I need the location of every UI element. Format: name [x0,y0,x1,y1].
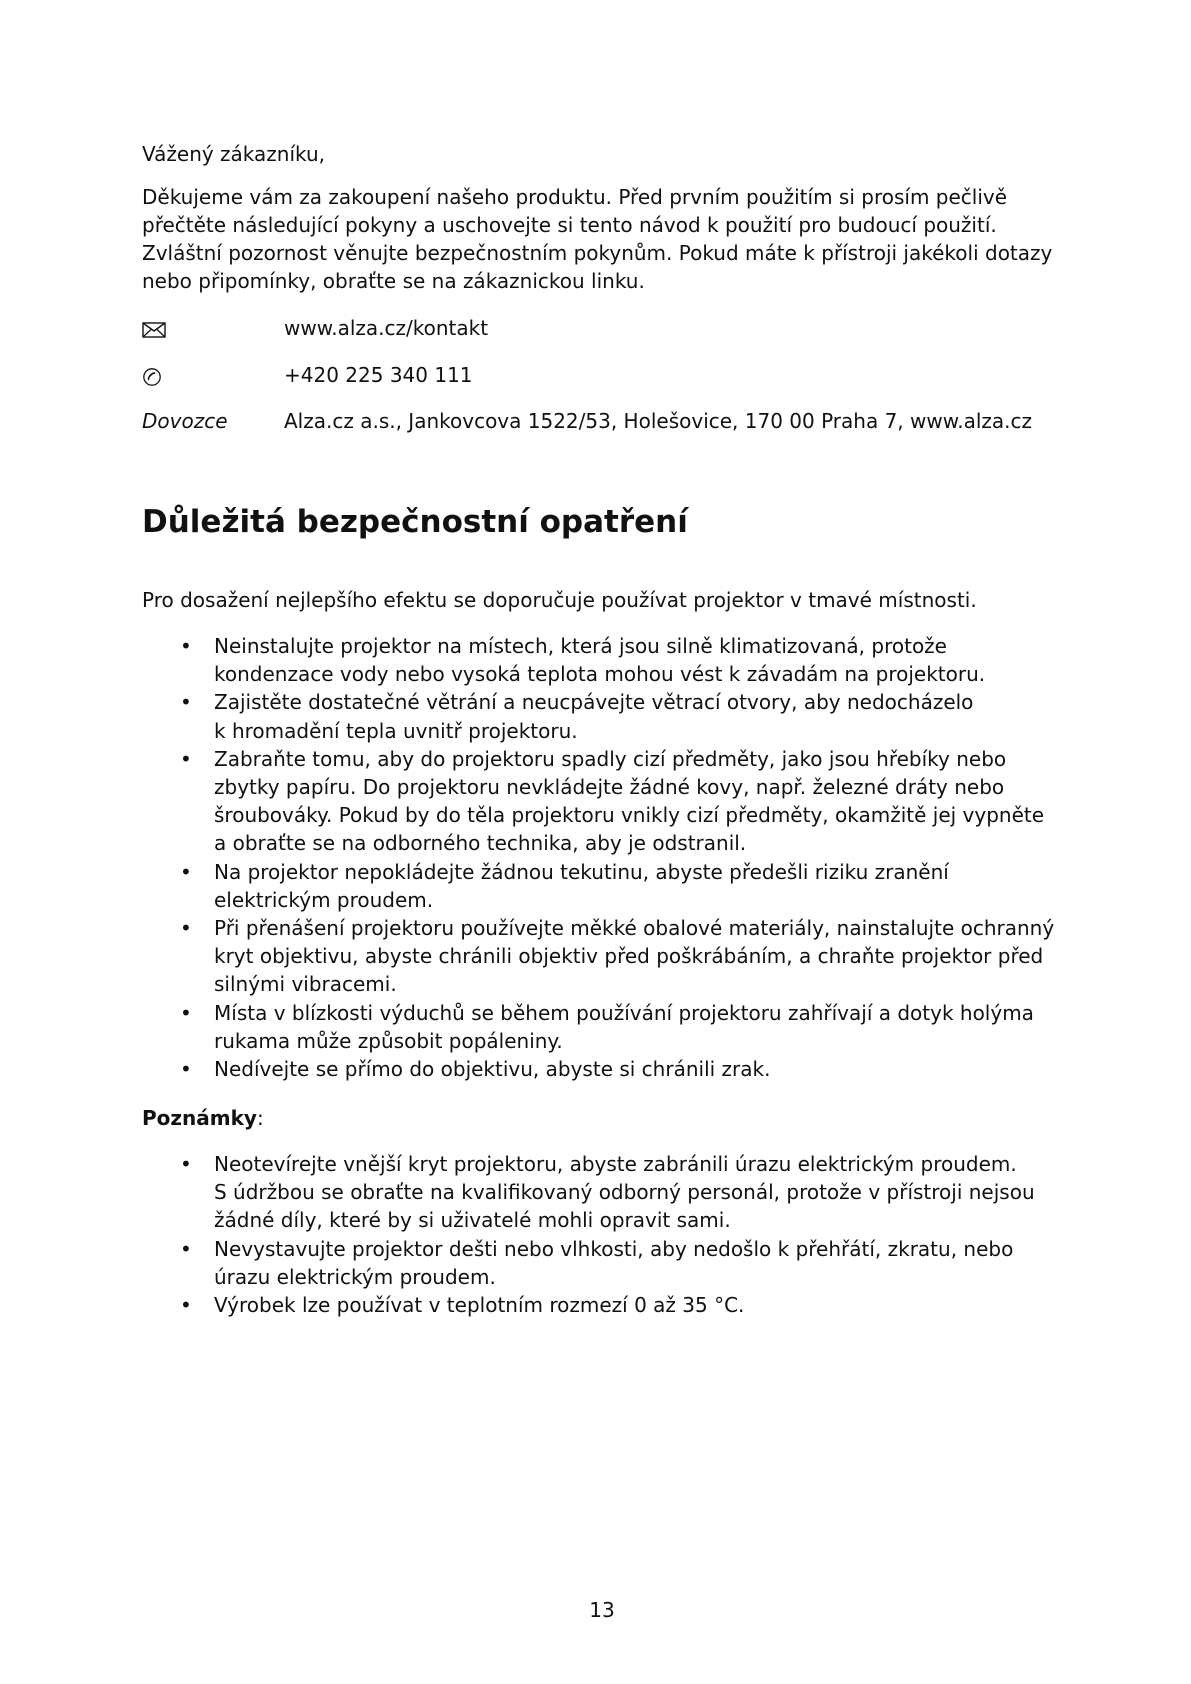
notes-title: Poznámky [142,1106,257,1130]
bullet-icon: • [180,1236,192,1261]
bullet-icon: • [180,746,192,771]
page-number: 13 [589,1598,615,1622]
list-item-line: Nedívejte se přímo do objektivu, abyste si chránili zrak. [214,1057,771,1082]
list-item-line: zbytky papíru. Do projektoru nevkládejte žádné kovy, např. železné dráty nebo [214,775,1005,800]
list-item-line: žádné díly, které by si uživatelé mohli opravit sami. [214,1208,731,1233]
importer-label: Dovozce [142,409,228,433]
bullet-icon: • [180,1293,192,1318]
list-item-line: Neotevírejte vnější kryt projektoru, abyste zabránili úrazu elektrickým proudem. [214,1152,1017,1176]
bullet-icon: • [180,1057,192,1082]
intro-line: Zvláštní pozornost věnujte bezpečnostním pokynům. Pokud máte k přístroji jakékoli dotazy [142,241,1053,265]
list-item-line: Při přenášení projektoru používejte měkké obalové materiály, nainstalujte ochranný [214,916,1055,941]
bullet-icon: • [180,916,192,941]
notes-heading [142,1104,264,1132]
list-item-line: a obraťte se na odborného technika, aby je odstranil. [214,831,747,856]
notes-list [142,1150,1072,1319]
list-item [142,999,1072,1055]
list-item-line: silnými vibracemi. [214,972,397,997]
bullet-icon: • [180,634,192,658]
list-item-line: Na projektor nepokládejte žádnou tekutinu, abyste předešli riziku zranění [214,859,949,884]
list-item [142,632,1072,688]
importer-address: Alza.cz a.s., Jankovcova 1522/53, Holešovice, 170 00 Praha 7, www.alza.cz [284,409,1033,433]
intro-line: přečtěte následující pokyny a uschovejte si tento návod k použití pro budoucí použití. [142,213,997,237]
list-item [142,1235,1072,1291]
list-item-line: kryt objektivu, abyste chránili objektiv před poškrábáním, a chraňte projektor před [214,944,1044,969]
section-heading: Důležitá bezpečnostní opatření [142,504,688,540]
manual-page [142,0,1062,1684]
importer-row [142,406,1062,436]
list-item-line: úrazu elektrickým proudem. [214,1264,496,1289]
bullet-icon: • [180,1000,192,1025]
intro-paragraph [142,183,1062,295]
list-item-line: Zabraňte tomu, aby do projektoru spadly cizí předměty, jako jsou hřebíky nebo [214,746,1007,771]
list-item-line: elektrickým proudem. [214,887,434,912]
list-item-line: k hromadění tepla uvnitř projektoru. [214,718,578,743]
list-item-line: šroubováky. Pokud by do těla projektoru vnikly cizí předměty, okamžitě jej vypněte [214,803,1045,828]
list-item-line: Místa v blízkosti výduchů se během používání projektoru zahřívají a dotyk holýma [214,1000,1034,1025]
list-item-line: Nevystavujte projektor dešti nebo vlhkosti, aby nedošlo k přehřátí, zkratu, nebo [214,1236,1014,1261]
list-item-line: Neinstalujte projektor na místech, která jsou silně klimatizovaná, protože [214,634,947,658]
list-item-line: Výrobek lze používat v teplotním rozmezí 0 až 35 °C. [214,1293,745,1318]
list-item [142,1150,1072,1235]
list-item-line: rukama může způsobit popáleniny. [214,1028,563,1053]
contact-phone-number[interactable]: +420 225 340 111 [284,363,473,387]
list-item-line: S údržbou se obraťte na kvalifikovaný odborný personál, protože v přístroji nejsou [214,1180,1035,1205]
bullet-icon: • [180,690,192,715]
intro-line: Děkujeme vám za zakoupení našeho produktu. Před prvním použitím si prosím pečlivě [142,185,1008,209]
contact-web-link[interactable]: www.alza.cz/kontakt [284,316,489,340]
notes-colon: : [256,1106,264,1130]
bullet-icon: • [180,859,192,884]
phone-icon [142,360,162,390]
list-item [142,1055,1072,1083]
lead-paragraph: Pro dosažení nejlepšího efektu se doporučuje používat projektor v tmavé místnosti. [142,588,977,612]
list-item-line: kondenzace vody nebo vysoká teplota mohou vést k závadám na projektoru. [214,662,986,687]
list-item-line: Zajistěte dostatečné větrání a neucpávejte větrací otvory, aby nedocházelo [214,690,974,715]
safety-list [142,632,1072,1083]
list-item [142,745,1072,858]
list-item [142,688,1072,744]
bullet-icon: • [180,1152,192,1176]
contact-phone-row [142,360,1062,390]
list-item [142,914,1072,999]
list-item [142,1291,1072,1319]
greeting: Vážený zákazníku, [142,142,326,166]
contact-web-row [142,313,1062,343]
envelope-icon [142,313,166,343]
intro-line: nebo připomínky, obraťte se na zákaznickou linku. [142,269,645,293]
list-item [142,858,1072,914]
